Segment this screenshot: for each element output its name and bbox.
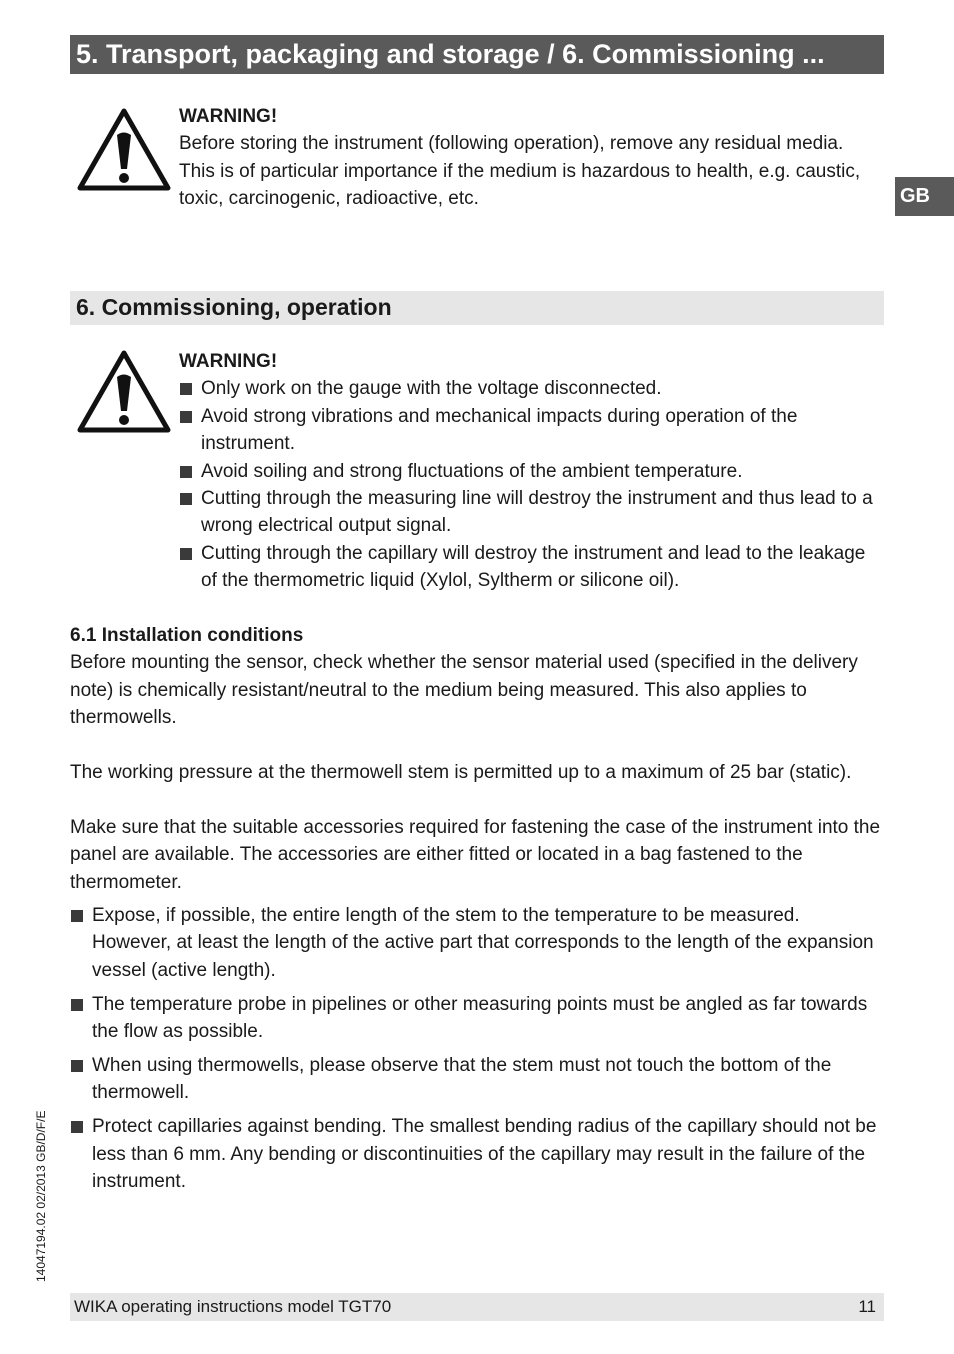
warning-block-storage	[179, 103, 884, 213]
paragraph: The working pressure at the thermowell stem is permitted up to a maximum of 25 bar (static).	[70, 762, 852, 784]
installation-list	[70, 902, 884, 1196]
warning-list	[179, 375, 884, 594]
footer-text: WIKA operating instructions model TGT70	[74, 1297, 392, 1316]
section-heading: 6. Commissioning, operation	[70, 291, 884, 325]
list-item: Protect capillaries against bending. The smallest bending radius of the capillary should not be less than 6 mm. Any bending or discontinuities of the capillary may result in the failure of the instrument.	[70, 1113, 884, 1195]
list-item: Only work on the gauge with the voltage disconnected.	[179, 375, 884, 402]
paragraph: Before mounting the sensor, check whether the sensor material used (specified in the delivery note) is chemically resistant/neutral to the medium being measured. This also applies to thermowells.	[70, 652, 858, 729]
list-item: Avoid soiling and strong fluctuations of the ambient temperature.	[179, 458, 884, 485]
warning-title: WARNING!	[179, 106, 278, 127]
document-code: 14047194.02 02/2013 GB/D/F/E	[34, 1110, 48, 1282]
footer	[70, 1293, 884, 1321]
subsection-heading: 6.1 Installation conditions	[70, 625, 304, 646]
warning-triangle-icon	[77, 108, 171, 192]
list-item: Cutting through the measuring line will destroy the instrument and thus lead to a wrong electrical output signal.	[179, 485, 884, 540]
paragraph: Make sure that the suitable accessories required for fastening the case of the instrument into the panel are available. The accessories are either fitted or located in a bag fastened to the thermometer.	[70, 816, 881, 893]
warning-triangle-icon	[77, 350, 171, 434]
page-number: 11	[858, 1297, 876, 1316]
warning-block-operation	[179, 348, 884, 595]
installation-section	[70, 622, 884, 1202]
list-item: When using thermowells, please observe that the stem must not touch the bottom of the thermowell.	[70, 1052, 884, 1107]
list-item: The temperature probe in pipelines or other measuring points must be angled as far towards the flow as possible.	[70, 991, 884, 1046]
list-item: Avoid strong vibrations and mechanical impacts during operation of the instrument.	[179, 403, 884, 458]
language-tab: GB	[895, 177, 954, 216]
page-title: 5. Transport, packaging and storage / 6. Commissioning ...	[70, 35, 884, 74]
list-item: Expose, if possible, the entire length of the stem to the temperature to be measured. However, at least the length of the active part that corresponds to the length of the expansion vessel (active length).	[70, 902, 884, 984]
warning-text: Before storing the instrument (following operation), remove any residual media. This is of particular importance if the medium is hazardous to health, e.g. caustic, toxic, carcinogenic, radioactive, etc.	[179, 133, 861, 210]
list-item: Cutting through the capillary will destroy the instrument and lead to the leakage of the thermometric liquid (Xylol, Syltherm or silicone oil).	[179, 540, 884, 595]
warning-title: WARNING!	[179, 351, 278, 372]
